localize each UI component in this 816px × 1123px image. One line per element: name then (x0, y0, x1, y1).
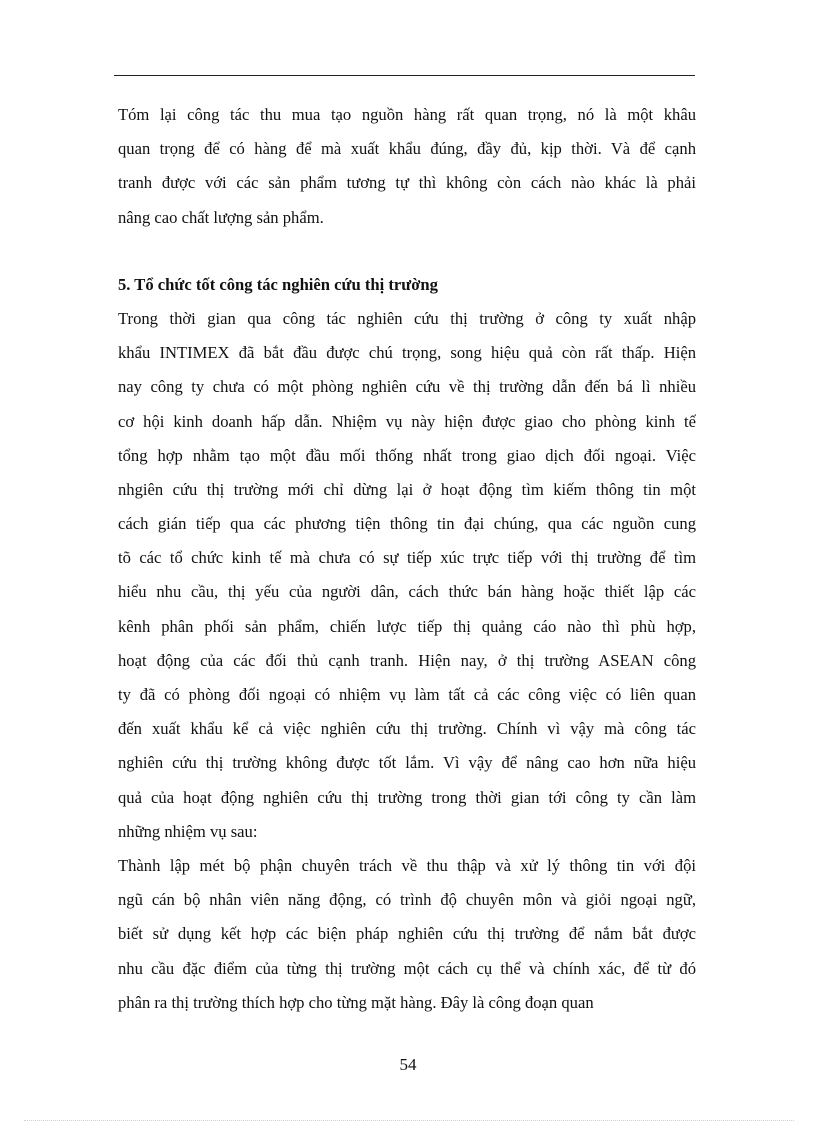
text-line: nhgiên cứu thị trường mới chỉ dừng lại ở hoạt động tìm kiếm thông tin một (118, 479, 696, 499)
text-line: tõ các tổ chức kinh tế mà chưa có sự tiếp xúc trực tiếp với thị trường để tìm (118, 548, 696, 568)
text-line: hoạt động của các đối thủ cạnh tranh. Hiện nay, ở thị trường ASEAN công (118, 650, 696, 670)
paragraph-recommendation (118, 849, 696, 1020)
text-line: đến xuất khẩu kể cả việc nghiên cứu thị trường. Chính vì vậy mà công tác (118, 719, 696, 739)
text-line: nâng cao chất lượng sản phẩm. (118, 207, 324, 227)
text-line: nay công ty chưa có một phòng nghiên cứu về thị trường dẫn đến bá lì nhiều (118, 377, 696, 397)
page-content (118, 98, 696, 1020)
text-line: ngũ cán bộ nhân viên năng động, có trình độ chuyên môn và giỏi ngoại ngữ, (118, 890, 696, 910)
header-rule (114, 75, 695, 76)
text-line: phân ra thị trường thích hợp cho từng mặt hàng. Đây là công đoạn quan (118, 992, 594, 1012)
paragraph-summary (118, 98, 696, 235)
text-line: cơ hội kinh doanh hấp dẫn. Nhiệm vụ này hiện được giao cho phòng kinh tế (118, 411, 696, 431)
text-line: biết sử dụng kết hợp các biện pháp nghiên cứu thị trường để nắm bắt được (118, 924, 696, 944)
text-line: những nhiệm vụ sau: (118, 821, 258, 841)
page-boundary (24, 1120, 794, 1121)
section-heading: 5. Tổ chức tốt công tác nghiên cứu thị trường (118, 274, 438, 294)
text-line: Trong thời gian qua công tác nghiên cứu thị trường ở công ty xuất nhập (118, 308, 696, 328)
text-line: hiểu nhu cầu, thị yếu của người dân, cách thức bán hàng hoặc thiết lập các (118, 582, 696, 602)
text-line: nghiên cứu thị trường không được tốt lắm. Vì vậy để nâng cao hơn nữa hiệu (118, 753, 696, 773)
text-line: ty đã có phòng đối ngoại có nhiệm vụ làm tất cả các công việc có liên quan (118, 685, 696, 704)
text-line: Tóm lại công tác thu mua tạo nguồn hàng rất quan trọng, nó là một khâu (118, 105, 696, 124)
text-line: tổng hợp nhằm tạo một đầu mối thống nhất trong giao dịch đối ngoại. Việc (118, 445, 696, 465)
text-line: quan trọng để có hàng để mà xuất khẩu đúng, đầy đủ, kịp thời. Và để cạnh (118, 139, 696, 159)
text-line: tranh được với các sản phẩm tương tự thì không còn cách nào khác là phải (118, 173, 696, 193)
paragraph-market-research (118, 302, 696, 849)
text-line: Thành lập mét bộ phận chuyên trách về thu thập và xử lý thông tin với đội (118, 855, 696, 875)
text-line: cách gián tiếp qua các phương tiện thông tin đại chúng, qua các nguồn cung (118, 514, 696, 534)
page-number: 54 (399, 1055, 417, 1074)
text-line: nhu cầu đặc điểm của từng thị trường một cách cụ thể và chính xác, để từ đó (118, 958, 696, 978)
text-line: quả của hoạt động nghiên cứu thị trường trong thời gian tới công ty cần làm (118, 787, 696, 807)
paragraph-spacer (118, 235, 696, 268)
text-line: kênh phân phối sản phẩm, chiến lược tiếp thị quảng cáo nào thì phù hợp, (118, 616, 696, 636)
text-line: khẩu INTIMEX đã bắt đầu được chú trọng, song hiệu quả còn rất thấp. Hiện (118, 343, 696, 363)
